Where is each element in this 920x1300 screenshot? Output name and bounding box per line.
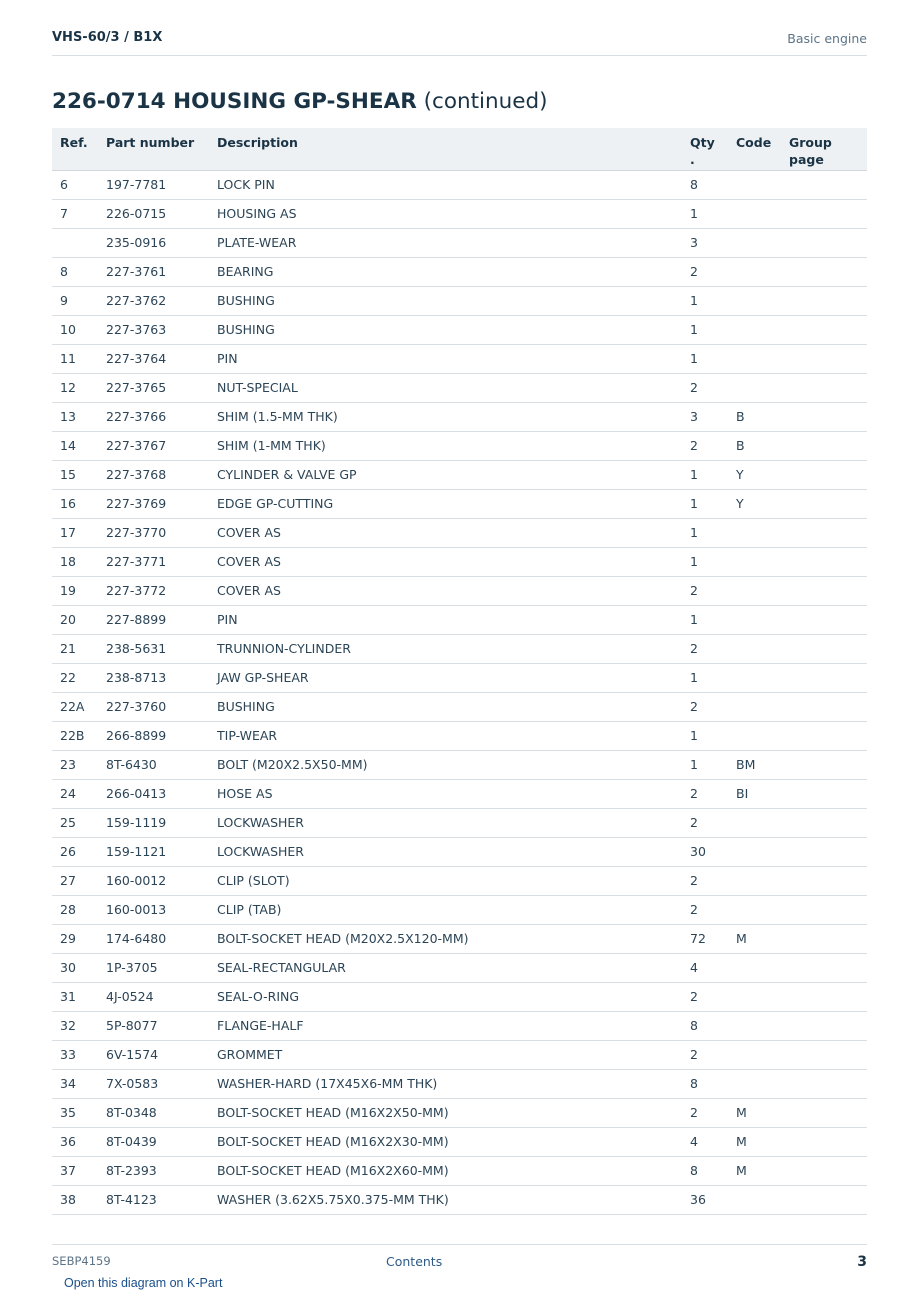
description-cell: CLIP (TAB) bbox=[209, 895, 682, 924]
description-cell: COVER AS bbox=[209, 576, 682, 605]
group-page-cell bbox=[781, 518, 867, 547]
group-page-cell bbox=[781, 199, 867, 228]
code-cell bbox=[728, 344, 781, 373]
table-row bbox=[52, 518, 867, 547]
table-row bbox=[52, 895, 867, 924]
part-number-cell: 266-0413 bbox=[98, 779, 209, 808]
description-cell: WASHER-HARD (17X45X6-MM THK) bbox=[209, 1069, 682, 1098]
qty-cell: 8 bbox=[682, 1069, 728, 1098]
table-row bbox=[52, 692, 867, 721]
description-cell: BOLT-SOCKET HEAD (M16X2X60-MM) bbox=[209, 1156, 682, 1185]
part-number-cell: 227-3764 bbox=[98, 344, 209, 373]
part-number-cell: 8T-0439 bbox=[98, 1127, 209, 1156]
qty-cell: 1 bbox=[682, 199, 728, 228]
qty-cell: 2 bbox=[682, 808, 728, 837]
description-cell: SEAL-RECTANGULAR bbox=[209, 953, 682, 982]
ref-cell: 22 bbox=[52, 663, 98, 692]
part-number-cell: 235-0916 bbox=[98, 228, 209, 257]
part-number-cell: 160-0012 bbox=[98, 866, 209, 895]
group-page-cell bbox=[781, 779, 867, 808]
ref-cell: 35 bbox=[52, 1098, 98, 1127]
code-cell bbox=[728, 1040, 781, 1069]
ref-cell: 37 bbox=[52, 1156, 98, 1185]
ref-cell: 8 bbox=[52, 257, 98, 286]
group-page-cell bbox=[781, 170, 867, 199]
group-page-cell bbox=[781, 373, 867, 402]
table-row bbox=[52, 576, 867, 605]
table-row bbox=[52, 721, 867, 750]
code-cell: BI bbox=[728, 779, 781, 808]
part-number-cell: 160-0013 bbox=[98, 895, 209, 924]
description-cell: LOCK PIN bbox=[209, 170, 682, 199]
description-cell: BUSHING bbox=[209, 315, 682, 344]
code-cell bbox=[728, 634, 781, 663]
part-number-cell: 227-3762 bbox=[98, 286, 209, 315]
qty-cell: 8 bbox=[682, 170, 728, 199]
qty-cell: 72 bbox=[682, 924, 728, 953]
qty-cell: 1 bbox=[682, 750, 728, 779]
table-row bbox=[52, 344, 867, 373]
group-page-cell bbox=[781, 286, 867, 315]
group-page-cell bbox=[781, 1011, 867, 1040]
part-number-cell: 7X-0583 bbox=[98, 1069, 209, 1098]
group-page-cell bbox=[781, 634, 867, 663]
description-cell: CYLINDER & VALVE GP bbox=[209, 460, 682, 489]
group-page-cell bbox=[781, 402, 867, 431]
part-number-cell: 5P-8077 bbox=[98, 1011, 209, 1040]
table-row bbox=[52, 1011, 867, 1040]
code-cell bbox=[728, 1185, 781, 1214]
description-cell: TIP-WEAR bbox=[209, 721, 682, 750]
description-cell: COVER AS bbox=[209, 547, 682, 576]
qty-cell: 2 bbox=[682, 373, 728, 402]
part-number-cell: 8T-0348 bbox=[98, 1098, 209, 1127]
page-header bbox=[52, 28, 867, 56]
group-page-cell bbox=[781, 431, 867, 460]
ref-cell: 13 bbox=[52, 402, 98, 431]
table-row bbox=[52, 808, 867, 837]
ref-cell: 9 bbox=[52, 286, 98, 315]
code-cell bbox=[728, 518, 781, 547]
qty-cell: 2 bbox=[682, 982, 728, 1011]
qty-cell: 2 bbox=[682, 866, 728, 895]
code-cell bbox=[728, 692, 781, 721]
section-name: Basic engine bbox=[787, 31, 867, 46]
qty-cell: 2 bbox=[682, 895, 728, 924]
description-cell: GROMMET bbox=[209, 1040, 682, 1069]
qty-cell: 8 bbox=[682, 1156, 728, 1185]
code-cell bbox=[728, 663, 781, 692]
group-page-cell bbox=[781, 837, 867, 866]
code-cell: B bbox=[728, 431, 781, 460]
description-cell: EDGE GP-CUTTING bbox=[209, 489, 682, 518]
description-cell: TRUNNION-CYLINDER bbox=[209, 634, 682, 663]
part-number-cell: 238-8713 bbox=[98, 663, 209, 692]
table-row bbox=[52, 1185, 867, 1214]
code-cell bbox=[728, 808, 781, 837]
code-cell bbox=[728, 866, 781, 895]
qty-cell: 2 bbox=[682, 692, 728, 721]
table-row bbox=[52, 286, 867, 315]
group-page-cell bbox=[781, 982, 867, 1011]
table-row bbox=[52, 924, 867, 953]
group-page-cell bbox=[781, 953, 867, 982]
part-number-cell: 227-3767 bbox=[98, 431, 209, 460]
qty-cell: 8 bbox=[682, 1011, 728, 1040]
table-row bbox=[52, 866, 867, 895]
table-row bbox=[52, 170, 867, 199]
group-page-cell bbox=[781, 1185, 867, 1214]
part-number-cell: 159-1121 bbox=[98, 837, 209, 866]
description-cell: PLATE-WEAR bbox=[209, 228, 682, 257]
qty-cell: 4 bbox=[682, 953, 728, 982]
ref-cell: 20 bbox=[52, 605, 98, 634]
qty-cell: 2 bbox=[682, 576, 728, 605]
ref-cell: 33 bbox=[52, 1040, 98, 1069]
description-cell: NUT-SPECIAL bbox=[209, 373, 682, 402]
description-cell: PIN bbox=[209, 605, 682, 634]
qty-cell: 2 bbox=[682, 634, 728, 663]
group-page-cell bbox=[781, 489, 867, 518]
description-cell: SEAL-O-RING bbox=[209, 982, 682, 1011]
table-row bbox=[52, 982, 867, 1011]
table-row bbox=[52, 228, 867, 257]
open-k-part-link[interactable]: Open this diagram on K-Part bbox=[64, 1276, 223, 1290]
part-number-cell: 227-3772 bbox=[98, 576, 209, 605]
qty-cell: 1 bbox=[682, 663, 728, 692]
qty-cell: 1 bbox=[682, 605, 728, 634]
ref-cell: 26 bbox=[52, 837, 98, 866]
col-header-group-page: Group page bbox=[781, 128, 867, 170]
qty-cell: 1 bbox=[682, 547, 728, 576]
page-footer bbox=[52, 1244, 867, 1275]
description-cell: BOLT-SOCKET HEAD (M16X2X30-MM) bbox=[209, 1127, 682, 1156]
part-number-cell: 227-3766 bbox=[98, 402, 209, 431]
group-page-cell bbox=[781, 315, 867, 344]
ref-cell: 11 bbox=[52, 344, 98, 373]
description-cell: PIN bbox=[209, 344, 682, 373]
description-cell: BOLT-SOCKET HEAD (M20X2.5X120-MM) bbox=[209, 924, 682, 953]
part-number-cell: 4J-0524 bbox=[98, 982, 209, 1011]
part-number-cell: 227-8899 bbox=[98, 605, 209, 634]
description-cell: FLANGE-HALF bbox=[209, 1011, 682, 1040]
group-page-cell bbox=[781, 547, 867, 576]
group-page-cell bbox=[781, 576, 867, 605]
part-number-cell: 159-1119 bbox=[98, 808, 209, 837]
description-cell: BEARING bbox=[209, 257, 682, 286]
part-number-cell: 8T-6430 bbox=[98, 750, 209, 779]
group-page-cell bbox=[781, 692, 867, 721]
code-cell: Y bbox=[728, 489, 781, 518]
part-number-cell: 227-3763 bbox=[98, 315, 209, 344]
table-row bbox=[52, 634, 867, 663]
table-row bbox=[52, 779, 867, 808]
table-row bbox=[52, 373, 867, 402]
part-number-cell: 226-0715 bbox=[98, 199, 209, 228]
table-row bbox=[52, 460, 867, 489]
part-number-cell: 266-8899 bbox=[98, 721, 209, 750]
col-header-description: Description bbox=[209, 128, 682, 170]
group-page-cell bbox=[781, 924, 867, 953]
qty-cell: 1 bbox=[682, 344, 728, 373]
qty-cell: 2 bbox=[682, 1098, 728, 1127]
part-number-cell: 227-3768 bbox=[98, 460, 209, 489]
col-header-code: Code bbox=[728, 128, 781, 170]
code-cell bbox=[728, 837, 781, 866]
group-page-cell bbox=[781, 1127, 867, 1156]
table-row bbox=[52, 1040, 867, 1069]
code-cell bbox=[728, 721, 781, 750]
ref-cell: 24 bbox=[52, 779, 98, 808]
table-row bbox=[52, 837, 867, 866]
qty-cell: 1 bbox=[682, 460, 728, 489]
group-page-cell bbox=[781, 721, 867, 750]
ref-cell: 29 bbox=[52, 924, 98, 953]
table-row bbox=[52, 1069, 867, 1098]
page-number: 3 bbox=[857, 1254, 867, 1270]
qty-cell: 2 bbox=[682, 1040, 728, 1069]
table-row bbox=[52, 257, 867, 286]
part-number-cell: 227-3765 bbox=[98, 373, 209, 402]
part-number-cell: 8T-4123 bbox=[98, 1185, 209, 1214]
qty-cell: 3 bbox=[682, 402, 728, 431]
table-row bbox=[52, 1156, 867, 1185]
group-page-cell bbox=[781, 750, 867, 779]
description-cell: COVER AS bbox=[209, 518, 682, 547]
col-header-ref: Ref. bbox=[52, 128, 98, 170]
qty-cell: 2 bbox=[682, 257, 728, 286]
code-cell bbox=[728, 953, 781, 982]
part-number-cell: 227-3770 bbox=[98, 518, 209, 547]
document-code: SEBP4159 bbox=[52, 1254, 111, 1268]
description-cell: SHIM (1.5-MM THK) bbox=[209, 402, 682, 431]
code-cell: M bbox=[728, 1156, 781, 1185]
qty-cell: 4 bbox=[682, 1127, 728, 1156]
ref-cell: 38 bbox=[52, 1185, 98, 1214]
ref-cell: 30 bbox=[52, 953, 98, 982]
table-row bbox=[52, 1098, 867, 1127]
table-row bbox=[52, 315, 867, 344]
col-header-qty: Qty . bbox=[690, 135, 715, 167]
code-cell bbox=[728, 1011, 781, 1040]
code-cell: BM bbox=[728, 750, 781, 779]
continued-label: (continued) bbox=[423, 89, 548, 114]
ref-cell: 15 bbox=[52, 460, 98, 489]
qty-cell: 2 bbox=[682, 431, 728, 460]
description-cell: SHIM (1-MM THK) bbox=[209, 431, 682, 460]
qty-cell: 1 bbox=[682, 286, 728, 315]
code-cell bbox=[728, 373, 781, 402]
part-number-cell: 174-6480 bbox=[98, 924, 209, 953]
code-cell bbox=[728, 547, 781, 576]
code-cell: Y bbox=[728, 460, 781, 489]
table-row bbox=[52, 663, 867, 692]
part-number-cell: 227-3769 bbox=[98, 489, 209, 518]
group-page-cell bbox=[781, 663, 867, 692]
description-cell: BUSHING bbox=[209, 286, 682, 315]
table-row bbox=[52, 402, 867, 431]
qty-cell: 1 bbox=[682, 518, 728, 547]
ref-cell: 6 bbox=[52, 170, 98, 199]
table-row bbox=[52, 750, 867, 779]
table-header-row bbox=[52, 128, 867, 170]
page-title bbox=[52, 89, 548, 114]
qty-cell: 1 bbox=[682, 721, 728, 750]
ref-cell: 22A bbox=[52, 692, 98, 721]
code-cell bbox=[728, 315, 781, 344]
code-cell: M bbox=[728, 1127, 781, 1156]
table-row bbox=[52, 431, 867, 460]
group-page-cell bbox=[781, 895, 867, 924]
part-number-cell: 227-3760 bbox=[98, 692, 209, 721]
table-row bbox=[52, 1127, 867, 1156]
group-page-cell bbox=[781, 1040, 867, 1069]
group-page-cell bbox=[781, 460, 867, 489]
code-cell bbox=[728, 605, 781, 634]
ref-cell: 23 bbox=[52, 750, 98, 779]
description-cell: LOCKWASHER bbox=[209, 808, 682, 837]
table-row bbox=[52, 953, 867, 982]
ref-cell: 10 bbox=[52, 315, 98, 344]
description-cell: HOSE AS bbox=[209, 779, 682, 808]
ref-cell: 25 bbox=[52, 808, 98, 837]
group-page-cell bbox=[781, 257, 867, 286]
code-cell bbox=[728, 576, 781, 605]
parts-table-body bbox=[52, 170, 867, 1214]
qty-cell: 36 bbox=[682, 1185, 728, 1214]
code-cell bbox=[728, 1069, 781, 1098]
part-number-cell: 1P-3705 bbox=[98, 953, 209, 982]
description-cell: BOLT (M20X2.5X50-MM) bbox=[209, 750, 682, 779]
qty-cell: 1 bbox=[682, 489, 728, 518]
code-cell bbox=[728, 170, 781, 199]
ref-cell: 14 bbox=[52, 431, 98, 460]
description-cell: JAW GP-SHEAR bbox=[209, 663, 682, 692]
code-cell bbox=[728, 199, 781, 228]
ref-cell: 16 bbox=[52, 489, 98, 518]
part-number-cell: 197-7781 bbox=[98, 170, 209, 199]
assembly-title: 226-0714 HOUSING GP-SHEAR bbox=[52, 89, 417, 114]
ref-cell: 22B bbox=[52, 721, 98, 750]
code-cell: M bbox=[728, 1098, 781, 1127]
ref-cell: 12 bbox=[52, 373, 98, 402]
code-cell bbox=[728, 982, 781, 1011]
ref-cell: 19 bbox=[52, 576, 98, 605]
document-title: VHS-60/3 / B1X bbox=[52, 30, 163, 45]
ref-cell: 27 bbox=[52, 866, 98, 895]
group-page-cell bbox=[781, 866, 867, 895]
part-number-cell: 227-3761 bbox=[98, 257, 209, 286]
table-row bbox=[52, 199, 867, 228]
ref-cell: 34 bbox=[52, 1069, 98, 1098]
code-cell: B bbox=[728, 402, 781, 431]
code-cell: M bbox=[728, 924, 781, 953]
group-page-cell bbox=[781, 1098, 867, 1127]
description-cell: HOUSING AS bbox=[209, 199, 682, 228]
description-cell: BOLT-SOCKET HEAD (M16X2X50-MM) bbox=[209, 1098, 682, 1127]
table-row bbox=[52, 547, 867, 576]
ref-cell: 7 bbox=[52, 199, 98, 228]
ref-cell: 18 bbox=[52, 547, 98, 576]
description-cell: CLIP (SLOT) bbox=[209, 866, 682, 895]
ref-cell bbox=[52, 228, 98, 257]
ref-cell: 31 bbox=[52, 982, 98, 1011]
group-page-cell bbox=[781, 1156, 867, 1185]
ref-cell: 28 bbox=[52, 895, 98, 924]
ref-cell: 32 bbox=[52, 1011, 98, 1040]
part-number-cell: 238-5631 bbox=[98, 634, 209, 663]
code-cell bbox=[728, 228, 781, 257]
qty-cell: 3 bbox=[682, 228, 728, 257]
group-page-cell bbox=[781, 605, 867, 634]
code-cell bbox=[728, 286, 781, 315]
parts-table bbox=[52, 128, 867, 1215]
group-page-cell bbox=[781, 808, 867, 837]
description-cell: WASHER (3.62X5.75X0.375-MM THK) bbox=[209, 1185, 682, 1214]
qty-cell: 2 bbox=[682, 779, 728, 808]
description-cell: LOCKWASHER bbox=[209, 837, 682, 866]
qty-cell: 30 bbox=[682, 837, 728, 866]
ref-cell: 17 bbox=[52, 518, 98, 547]
ref-cell: 36 bbox=[52, 1127, 98, 1156]
group-page-cell bbox=[781, 228, 867, 257]
description-cell: BUSHING bbox=[209, 692, 682, 721]
group-page-cell bbox=[781, 344, 867, 373]
part-number-cell: 8T-2393 bbox=[98, 1156, 209, 1185]
part-number-cell: 227-3771 bbox=[98, 547, 209, 576]
contents-link[interactable]: Contents bbox=[386, 1254, 443, 1269]
group-page-cell bbox=[781, 1069, 867, 1098]
part-number-cell: 6V-1574 bbox=[98, 1040, 209, 1069]
code-cell bbox=[728, 895, 781, 924]
qty-cell: 1 bbox=[682, 315, 728, 344]
col-header-part-number: Part number bbox=[98, 128, 209, 170]
table-row bbox=[52, 605, 867, 634]
ref-cell: 21 bbox=[52, 634, 98, 663]
table-row bbox=[52, 489, 867, 518]
code-cell bbox=[728, 257, 781, 286]
